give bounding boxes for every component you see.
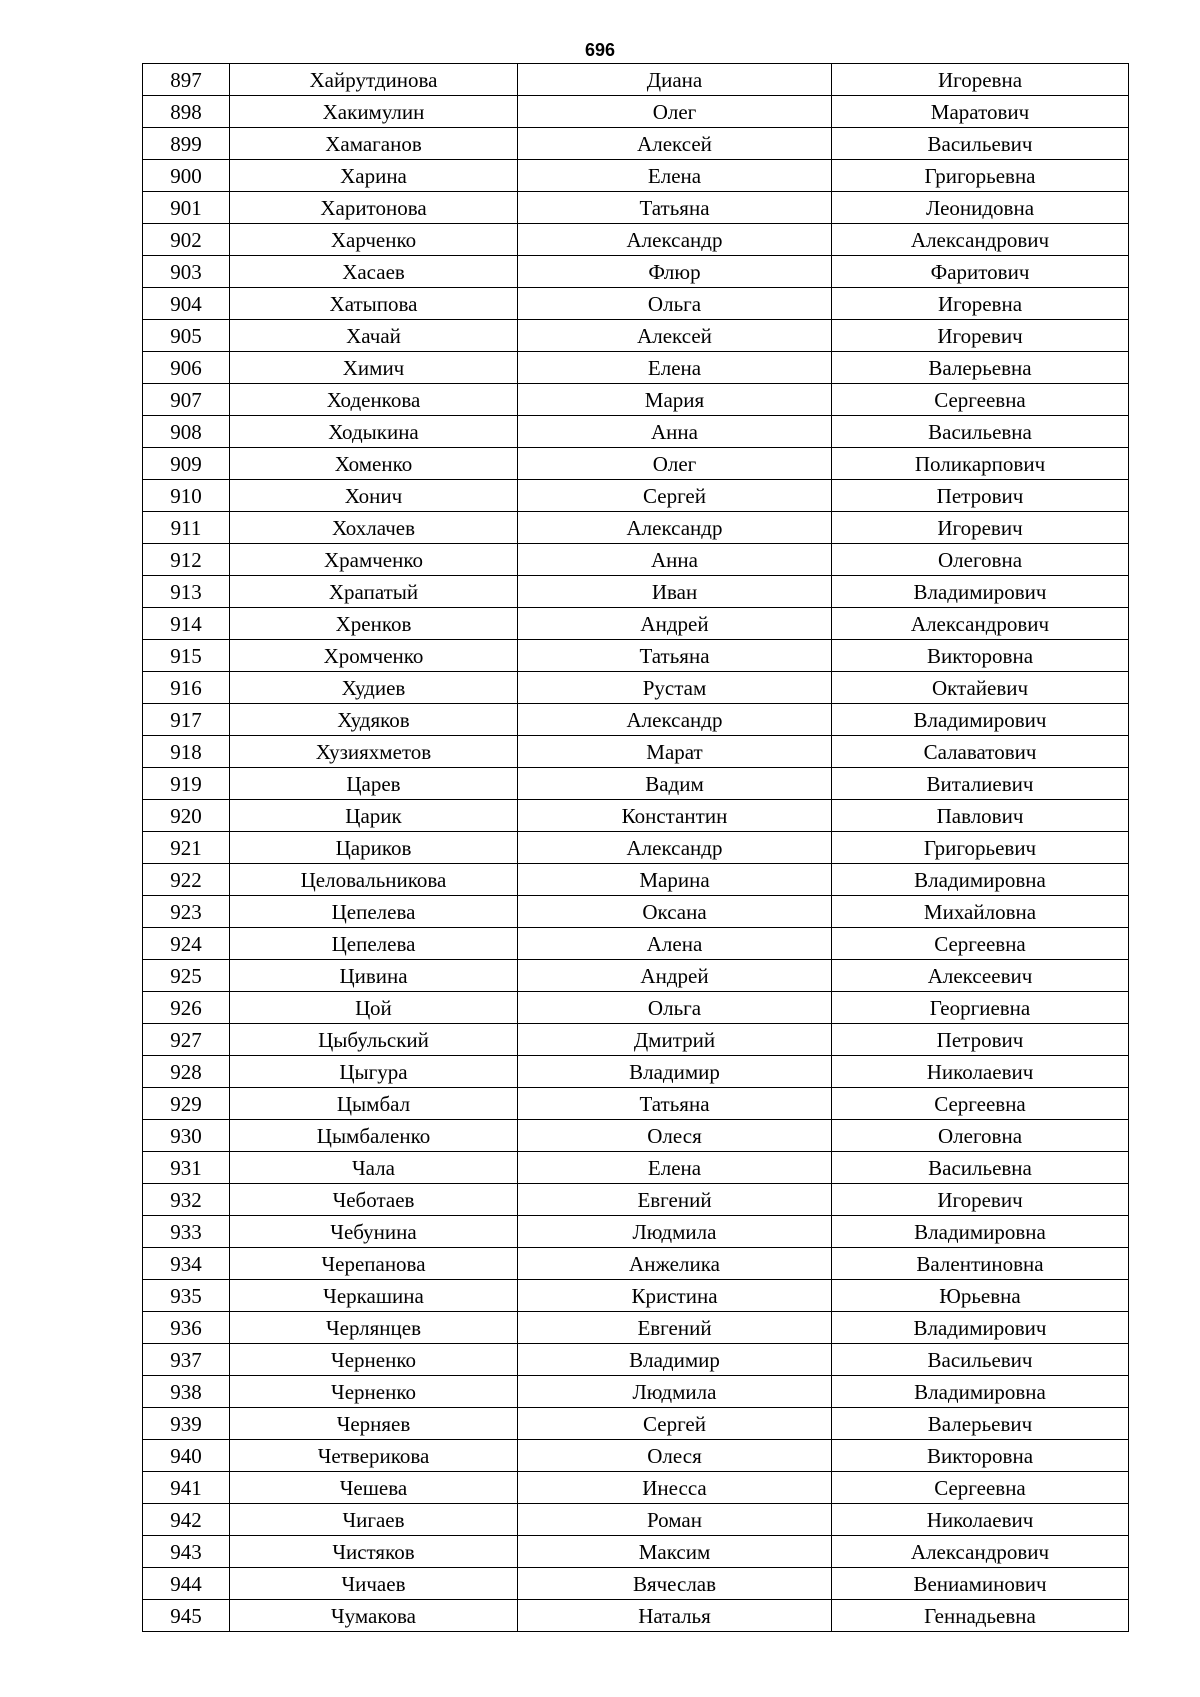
patronymic-cell: Октайевич — [832, 672, 1129, 704]
first-name-cell: Марина — [518, 864, 832, 896]
patronymic-cell: Александрович — [832, 1536, 1129, 1568]
row-number-cell: 941 — [143, 1472, 230, 1504]
table-row — [143, 1504, 1129, 1536]
first-name-cell: Владимир — [518, 1056, 832, 1088]
patronymic-cell: Маратович — [832, 96, 1129, 128]
row-number-cell: 940 — [143, 1440, 230, 1472]
patronymic-cell: Валерьевна — [832, 352, 1129, 384]
patronymic-cell: Васильевич — [832, 1344, 1129, 1376]
last-name-cell: Цымбал — [230, 1088, 518, 1120]
first-name-cell: Роман — [518, 1504, 832, 1536]
last-name-cell: Цымбаленко — [230, 1120, 518, 1152]
row-number-cell: 897 — [143, 64, 230, 96]
patronymic-cell: Григорьевич — [832, 832, 1129, 864]
last-name-cell: Хатыпова — [230, 288, 518, 320]
last-name-cell: Царик — [230, 800, 518, 832]
last-name-cell: Хасаев — [230, 256, 518, 288]
first-name-cell: Иван — [518, 576, 832, 608]
table-row — [143, 320, 1129, 352]
first-name-cell: Инесса — [518, 1472, 832, 1504]
last-name-cell: Чешева — [230, 1472, 518, 1504]
first-name-cell: Александр — [518, 512, 832, 544]
patronymic-cell: Павлович — [832, 800, 1129, 832]
table-row — [143, 1376, 1129, 1408]
last-name-cell: Хачай — [230, 320, 518, 352]
last-name-cell: Чигаев — [230, 1504, 518, 1536]
patronymic-cell: Фаритович — [832, 256, 1129, 288]
row-number-cell: 945 — [143, 1600, 230, 1632]
row-number-cell: 915 — [143, 640, 230, 672]
first-name-cell: Татьяна — [518, 192, 832, 224]
row-number-cell: 906 — [143, 352, 230, 384]
row-number-cell: 920 — [143, 800, 230, 832]
first-name-cell: Анна — [518, 416, 832, 448]
table-row — [143, 416, 1129, 448]
row-number-cell: 918 — [143, 736, 230, 768]
patronymic-cell: Леонидовна — [832, 192, 1129, 224]
table-row — [143, 256, 1129, 288]
row-number-cell: 937 — [143, 1344, 230, 1376]
first-name-cell: Мария — [518, 384, 832, 416]
last-name-cell: Цивина — [230, 960, 518, 992]
table-row — [143, 608, 1129, 640]
last-name-cell: Чичаев — [230, 1568, 518, 1600]
row-number-cell: 913 — [143, 576, 230, 608]
row-number-cell: 925 — [143, 960, 230, 992]
last-name-cell: Хохлачев — [230, 512, 518, 544]
patronymic-cell: Михайловна — [832, 896, 1129, 928]
last-name-cell: Цариков — [230, 832, 518, 864]
patronymic-cell: Васильевна — [832, 416, 1129, 448]
patronymic-cell: Игоревна — [832, 64, 1129, 96]
first-name-cell: Анжелика — [518, 1248, 832, 1280]
patronymic-cell: Владимировна — [832, 1216, 1129, 1248]
table-row — [143, 1408, 1129, 1440]
row-number-cell: 943 — [143, 1536, 230, 1568]
first-name-cell: Алексей — [518, 320, 832, 352]
first-name-cell: Олег — [518, 448, 832, 480]
last-name-cell: Храпатый — [230, 576, 518, 608]
first-name-cell: Александр — [518, 832, 832, 864]
first-name-cell: Оксана — [518, 896, 832, 928]
patronymic-cell: Игоревич — [832, 512, 1129, 544]
row-number-cell: 904 — [143, 288, 230, 320]
last-name-cell: Черлянцев — [230, 1312, 518, 1344]
row-number-cell: 902 — [143, 224, 230, 256]
table-row — [143, 384, 1129, 416]
patronymic-cell: Валерьевич — [832, 1408, 1129, 1440]
last-name-cell: Хромченко — [230, 640, 518, 672]
patronymic-cell: Николаевич — [832, 1504, 1129, 1536]
patronymic-cell: Сергеевна — [832, 1088, 1129, 1120]
first-name-cell: Александр — [518, 224, 832, 256]
row-number-cell: 922 — [143, 864, 230, 896]
table-row — [143, 1536, 1129, 1568]
last-name-cell: Харитонова — [230, 192, 518, 224]
last-name-cell: Хоменко — [230, 448, 518, 480]
patronymic-cell: Владимирович — [832, 1312, 1129, 1344]
first-name-cell: Алексей — [518, 128, 832, 160]
row-number-cell: 944 — [143, 1568, 230, 1600]
first-name-cell: Елена — [518, 1152, 832, 1184]
last-name-cell: Худяков — [230, 704, 518, 736]
row-number-cell: 908 — [143, 416, 230, 448]
row-number-cell: 924 — [143, 928, 230, 960]
last-name-cell: Цой — [230, 992, 518, 1024]
table-row — [143, 448, 1129, 480]
table-row — [143, 960, 1129, 992]
patronymic-cell: Игоревна — [832, 288, 1129, 320]
table-row — [143, 992, 1129, 1024]
table-row — [143, 352, 1129, 384]
last-name-cell: Четверикова — [230, 1440, 518, 1472]
first-name-cell: Сергей — [518, 480, 832, 512]
last-name-cell: Царев — [230, 768, 518, 800]
last-name-cell: Хакимулин — [230, 96, 518, 128]
first-name-cell: Евгений — [518, 1184, 832, 1216]
table-row — [143, 64, 1129, 96]
first-name-cell: Флюр — [518, 256, 832, 288]
last-name-cell: Ходенкова — [230, 384, 518, 416]
last-name-cell: Цыбульский — [230, 1024, 518, 1056]
patronymic-cell: Игоревич — [832, 320, 1129, 352]
last-name-cell: Чебунина — [230, 1216, 518, 1248]
row-number-cell: 919 — [143, 768, 230, 800]
table-row — [143, 1280, 1129, 1312]
row-number-cell: 934 — [143, 1248, 230, 1280]
patronymic-cell: Васильевна — [832, 1152, 1129, 1184]
row-number-cell: 899 — [143, 128, 230, 160]
table-row — [143, 1152, 1129, 1184]
row-number-cell: 936 — [143, 1312, 230, 1344]
last-name-cell: Чумакова — [230, 1600, 518, 1632]
patronymic-cell: Георгиевна — [832, 992, 1129, 1024]
first-name-cell: Наталья — [518, 1600, 832, 1632]
last-name-cell: Черепанова — [230, 1248, 518, 1280]
first-name-cell: Дмитрий — [518, 1024, 832, 1056]
row-number-cell: 921 — [143, 832, 230, 864]
row-number-cell: 926 — [143, 992, 230, 1024]
first-name-cell: Андрей — [518, 960, 832, 992]
last-name-cell: Хонич — [230, 480, 518, 512]
patronymic-cell: Поликарпович — [832, 448, 1129, 480]
patronymic-cell: Викторовна — [832, 640, 1129, 672]
first-name-cell: Татьяна — [518, 1088, 832, 1120]
table-row — [143, 192, 1129, 224]
last-name-cell: Цыгура — [230, 1056, 518, 1088]
first-name-cell: Олеся — [518, 1120, 832, 1152]
table-row — [143, 928, 1129, 960]
row-number-cell: 930 — [143, 1120, 230, 1152]
row-number-cell: 939 — [143, 1408, 230, 1440]
first-name-cell: Людмила — [518, 1216, 832, 1248]
row-number-cell: 935 — [143, 1280, 230, 1312]
last-name-cell: Хайрутдинова — [230, 64, 518, 96]
first-name-cell: Вадим — [518, 768, 832, 800]
table-row — [143, 800, 1129, 832]
first-name-cell: Андрей — [518, 608, 832, 640]
first-name-cell: Сергей — [518, 1408, 832, 1440]
table-row — [143, 672, 1129, 704]
first-name-cell: Диана — [518, 64, 832, 96]
first-name-cell: Елена — [518, 352, 832, 384]
table-row — [143, 864, 1129, 896]
last-name-cell: Храмченко — [230, 544, 518, 576]
table-row — [143, 224, 1129, 256]
first-name-cell: Константин — [518, 800, 832, 832]
table-row — [143, 1312, 1129, 1344]
first-name-cell: Максим — [518, 1536, 832, 1568]
table-row — [143, 1440, 1129, 1472]
table-row — [143, 1472, 1129, 1504]
patronymic-cell: Владимирович — [832, 576, 1129, 608]
row-number-cell: 903 — [143, 256, 230, 288]
last-name-cell: Харина — [230, 160, 518, 192]
row-number-cell: 900 — [143, 160, 230, 192]
row-number-cell: 916 — [143, 672, 230, 704]
last-name-cell: Цепелева — [230, 896, 518, 928]
last-name-cell: Худиев — [230, 672, 518, 704]
table-row — [143, 480, 1129, 512]
row-number-cell: 910 — [143, 480, 230, 512]
table-row — [143, 704, 1129, 736]
table-row — [143, 1024, 1129, 1056]
row-number-cell: 933 — [143, 1216, 230, 1248]
table-row — [143, 1120, 1129, 1152]
table-row — [143, 736, 1129, 768]
table-row — [143, 832, 1129, 864]
last-name-cell: Харченко — [230, 224, 518, 256]
first-name-cell: Олег — [518, 96, 832, 128]
patronymic-cell: Салаватович — [832, 736, 1129, 768]
patronymic-cell: Григорьевна — [832, 160, 1129, 192]
first-name-cell: Ольга — [518, 992, 832, 1024]
patronymic-cell: Сергеевна — [832, 384, 1129, 416]
last-name-cell: Чистяков — [230, 1536, 518, 1568]
last-name-cell: Черненко — [230, 1376, 518, 1408]
page-number: 696 — [584, 40, 616, 60]
patronymic-cell: Александрович — [832, 608, 1129, 640]
patronymic-cell: Вениаминович — [832, 1568, 1129, 1600]
last-name-cell: Чеботаев — [230, 1184, 518, 1216]
last-name-cell: Хузияхметов — [230, 736, 518, 768]
first-name-cell: Елена — [518, 160, 832, 192]
patronymic-cell: Алексеевич — [832, 960, 1129, 992]
first-name-cell: Вячеслав — [518, 1568, 832, 1600]
roster-body — [143, 64, 1129, 1632]
row-number-cell: 917 — [143, 704, 230, 736]
row-number-cell: 905 — [143, 320, 230, 352]
row-number-cell: 909 — [143, 448, 230, 480]
first-name-cell: Людмила — [518, 1376, 832, 1408]
row-number-cell: 923 — [143, 896, 230, 928]
first-name-cell: Евгений — [518, 1312, 832, 1344]
patronymic-cell: Владимирович — [832, 704, 1129, 736]
table-row — [143, 768, 1129, 800]
patronymic-cell: Виталиевич — [832, 768, 1129, 800]
first-name-cell: Олеся — [518, 1440, 832, 1472]
row-number-cell: 907 — [143, 384, 230, 416]
first-name-cell: Марат — [518, 736, 832, 768]
table-row — [143, 1184, 1129, 1216]
table-row — [143, 1056, 1129, 1088]
row-number-cell: 901 — [143, 192, 230, 224]
table-row — [143, 1344, 1129, 1376]
first-name-cell: Александр — [518, 704, 832, 736]
table-row — [143, 160, 1129, 192]
patronymic-cell: Сергеевна — [832, 928, 1129, 960]
last-name-cell: Хамаганов — [230, 128, 518, 160]
table-row — [143, 1088, 1129, 1120]
last-name-cell: Черняев — [230, 1408, 518, 1440]
patronymic-cell: Владимировна — [832, 1376, 1129, 1408]
table-row — [143, 96, 1129, 128]
patronymic-cell: Юрьевна — [832, 1280, 1129, 1312]
table-row — [143, 896, 1129, 928]
patronymic-cell: Александрович — [832, 224, 1129, 256]
row-number-cell: 928 — [143, 1056, 230, 1088]
table-row — [143, 544, 1129, 576]
row-number-cell: 929 — [143, 1088, 230, 1120]
row-number-cell: 938 — [143, 1376, 230, 1408]
patronymic-cell: Геннадьевна — [832, 1600, 1129, 1632]
row-number-cell: 914 — [143, 608, 230, 640]
patronymic-cell: Николаевич — [832, 1056, 1129, 1088]
patronymic-cell: Викторовна — [832, 1440, 1129, 1472]
row-number-cell: 931 — [143, 1152, 230, 1184]
last-name-cell: Черкашина — [230, 1280, 518, 1312]
first-name-cell: Кристина — [518, 1280, 832, 1312]
patronymic-cell: Петрович — [832, 1024, 1129, 1056]
table-row — [143, 640, 1129, 672]
table-row — [143, 576, 1129, 608]
last-name-cell: Чала — [230, 1152, 518, 1184]
last-name-cell: Цепелева — [230, 928, 518, 960]
last-name-cell: Химич — [230, 352, 518, 384]
patronymic-cell: Олеговна — [832, 1120, 1129, 1152]
table-row — [143, 288, 1129, 320]
row-number-cell: 912 — [143, 544, 230, 576]
first-name-cell: Рустам — [518, 672, 832, 704]
patronymic-cell: Сергеевна — [832, 1472, 1129, 1504]
table-row — [143, 1568, 1129, 1600]
last-name-cell: Хренков — [230, 608, 518, 640]
first-name-cell: Анна — [518, 544, 832, 576]
row-number-cell: 942 — [143, 1504, 230, 1536]
patronymic-cell: Владимировна — [832, 864, 1129, 896]
table-row — [143, 1216, 1129, 1248]
first-name-cell: Татьяна — [518, 640, 832, 672]
patronymic-cell: Олеговна — [832, 544, 1129, 576]
row-number-cell: 898 — [143, 96, 230, 128]
first-name-cell: Владимир — [518, 1344, 832, 1376]
patronymic-cell: Петрович — [832, 480, 1129, 512]
row-number-cell: 932 — [143, 1184, 230, 1216]
table-row — [143, 1600, 1129, 1632]
last-name-cell: Ходыкина — [230, 416, 518, 448]
table-row — [143, 1248, 1129, 1280]
table-row — [143, 512, 1129, 544]
row-number-cell: 927 — [143, 1024, 230, 1056]
patronymic-cell: Валентиновна — [832, 1248, 1129, 1280]
patronymic-cell: Васильевич — [832, 128, 1129, 160]
table-row — [143, 128, 1129, 160]
roster-table — [142, 63, 1129, 1632]
row-number-cell: 911 — [143, 512, 230, 544]
last-name-cell: Черненко — [230, 1344, 518, 1376]
first-name-cell: Алена — [518, 928, 832, 960]
patronymic-cell: Игоревич — [832, 1184, 1129, 1216]
last-name-cell: Целовальникова — [230, 864, 518, 896]
first-name-cell: Ольга — [518, 288, 832, 320]
